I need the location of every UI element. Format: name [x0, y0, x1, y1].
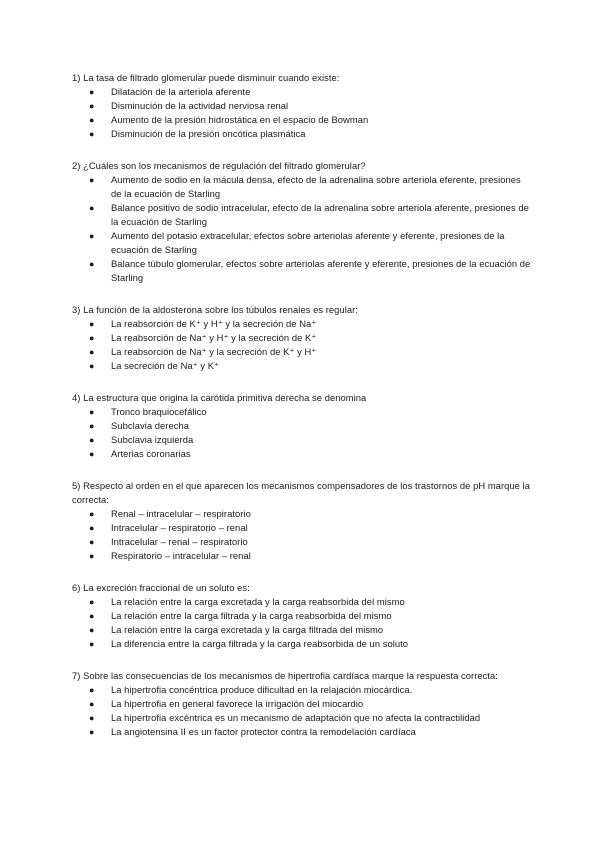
bullet-icon: ● [89, 625, 95, 635]
option-text: La reabsorción de K⁺ y H⁺ y la secreción de Na⁺ [111, 318, 317, 329]
bullet-icon: ● [89, 685, 95, 695]
option-item [72, 345, 532, 359]
bullet-icon: ● [89, 435, 95, 445]
bullet-icon: ● [89, 319, 95, 329]
bullet-icon: ● [89, 639, 95, 649]
option-list [72, 595, 532, 651]
option-item [72, 521, 532, 535]
question-3 [72, 303, 532, 373]
question-title: 2) ¿Cuáles son los mecanismos de regulación del filtrado glomerular? [72, 160, 366, 171]
option-text: Aumento del potasio extracelular, efectos sobre arteriolas aferente y eferente, presiones de la ecuación de Starling [111, 230, 505, 255]
option-item [72, 229, 532, 257]
question-title: 5) Respecto al orden en el que aparecen los mecanismos compensadores de los trastornos de pH marque la correcta: [72, 480, 530, 505]
question-6 [72, 581, 532, 651]
option-item [72, 433, 532, 447]
option-list [72, 683, 532, 739]
question-title: 4) La estructura que origina la carótida primitiva derecha se denomina [72, 392, 367, 403]
option-text: Intracelular – renal – respiratorio [111, 536, 248, 547]
option-item [72, 359, 532, 373]
option-text: Disminución de la actividad nerviosa renal [111, 100, 289, 111]
option-text: Tronco braquiocefálico [111, 406, 207, 417]
bullet-icon: ● [89, 727, 95, 737]
option-item [72, 317, 532, 331]
option-text: Aumento de la presión hidrostática en el espacio de Bowman [111, 114, 369, 125]
option-item [72, 419, 532, 433]
option-text: La relación entre la carga excretada y la carga reabsorbida del mismo [111, 596, 405, 607]
option-text: Balance positivo de sodio intracelular, efecto de la adrenalina sobre arteriola aferente, presiones de la ecuación de Starling [111, 202, 529, 227]
option-text: La diferencia entre la carga filtrada y la carga reabsorbida de un soluto [111, 638, 409, 649]
option-text: La hipertrofia excéntrica es un mecanismo de adaptación que no afecta la contractilidad [111, 712, 481, 723]
bullet-icon: ● [89, 361, 95, 371]
option-text: La secreción de Na⁺ y K⁺ [111, 360, 220, 371]
option-text: Subclavia izquierda [111, 434, 194, 445]
bullet-icon: ● [89, 523, 95, 533]
option-item [72, 201, 532, 229]
bullet-icon: ● [89, 101, 95, 111]
option-item [72, 99, 532, 113]
option-text: La relación entre la carga excretada y la carga filtrada del mismo [111, 624, 384, 635]
option-list [72, 317, 532, 373]
bullet-icon: ● [89, 551, 95, 561]
option-item [72, 113, 532, 127]
bullet-icon: ● [89, 537, 95, 547]
option-text: La hipertrofia en general favorece la irrigación del miocardio [111, 698, 364, 709]
question-4 [72, 391, 532, 461]
option-text: La reabsorción de Na⁺ y la secreción de K⁺ y H⁺ [111, 346, 317, 357]
option-text: Aumento de sodio en la mácula densa, efecto de la adrenalina sobre arteriola eferente, presiones de la ecuación de Starling [111, 174, 521, 199]
option-text: La relación entre la carga filtrada y la carga reabsorbida del mismo [111, 610, 392, 621]
option-item [72, 595, 532, 609]
bullet-icon: ● [89, 449, 95, 459]
bullet-icon: ● [89, 699, 95, 709]
bullet-icon: ● [89, 175, 95, 185]
bullet-icon: ● [89, 203, 95, 213]
option-item [72, 623, 532, 637]
option-item [72, 331, 532, 345]
bullet-icon: ● [89, 597, 95, 607]
bullet-icon: ● [89, 611, 95, 621]
bullet-icon: ● [89, 713, 95, 723]
option-item [72, 683, 532, 697]
option-item [72, 609, 532, 623]
option-item [72, 447, 532, 461]
bullet-icon: ● [89, 129, 95, 139]
bullet-icon: ● [89, 115, 95, 125]
bullet-icon: ● [89, 421, 95, 431]
bullet-icon: ● [89, 407, 95, 417]
question-2 [72, 159, 532, 285]
option-list [72, 405, 532, 461]
bullet-icon: ● [89, 259, 95, 269]
option-text: La hipertrofia concéntrica produce dificultad en la relajación miocárdica. [111, 684, 413, 695]
question-list [72, 71, 532, 757]
option-item [72, 697, 532, 711]
option-list [72, 173, 532, 285]
option-text: Disminución de la presión oncótica plasmática [111, 128, 306, 139]
option-text: Respiratorio – intracelular – renal [111, 550, 251, 561]
bullet-icon: ● [89, 333, 95, 343]
option-item [72, 257, 532, 285]
bullet-icon: ● [89, 509, 95, 519]
question-7 [72, 669, 532, 739]
option-text: Arterias coronarias [111, 448, 191, 459]
question-1 [72, 71, 532, 141]
option-item [72, 535, 532, 549]
option-text: Subclavia derecha [111, 420, 189, 431]
question-title: 7) Sobre las consecuencias de los mecanismos de hipertrofia cardíaca marque la respuesta correcta: [72, 670, 498, 681]
option-item [72, 173, 532, 201]
question-title: 3) La función de la aldosterona sobre los túbulos renales es regular: [72, 304, 358, 315]
bullet-icon: ● [89, 87, 95, 97]
option-list [72, 85, 532, 141]
option-item [72, 725, 532, 739]
option-item [72, 405, 532, 419]
option-text: Renal – intracelular – respiratorio [111, 508, 251, 519]
option-text: La reabsorción de Na⁺ y H⁺ y la secreción de K⁺ [111, 332, 317, 343]
option-item [72, 637, 532, 651]
bullet-icon: ● [89, 347, 95, 357]
option-item [72, 549, 532, 563]
question-title: 6) La excreción fraccional de un soluto es: [72, 582, 250, 593]
option-item [72, 711, 532, 725]
bullet-icon: ● [89, 231, 95, 241]
question-5 [72, 479, 532, 563]
option-list [72, 507, 532, 563]
option-text: Dilatación de la arteriola aferente [111, 86, 251, 97]
option-text: La angiotensina II es un factor protector contra la remodelación cardíaca [111, 726, 416, 737]
option-item [72, 85, 532, 99]
question-title: 1) La tasa de filtrado glomerular puede disminuir cuando existe: [72, 72, 340, 83]
option-text: Intracelular – respiratorio – renal [111, 522, 248, 533]
option-text: Balance túbulo glomerular, efectos sobre arteriolas aferente y eferente, presiones de la ecuación de Starling [111, 258, 531, 283]
option-item [72, 507, 532, 521]
option-item [72, 127, 532, 141]
